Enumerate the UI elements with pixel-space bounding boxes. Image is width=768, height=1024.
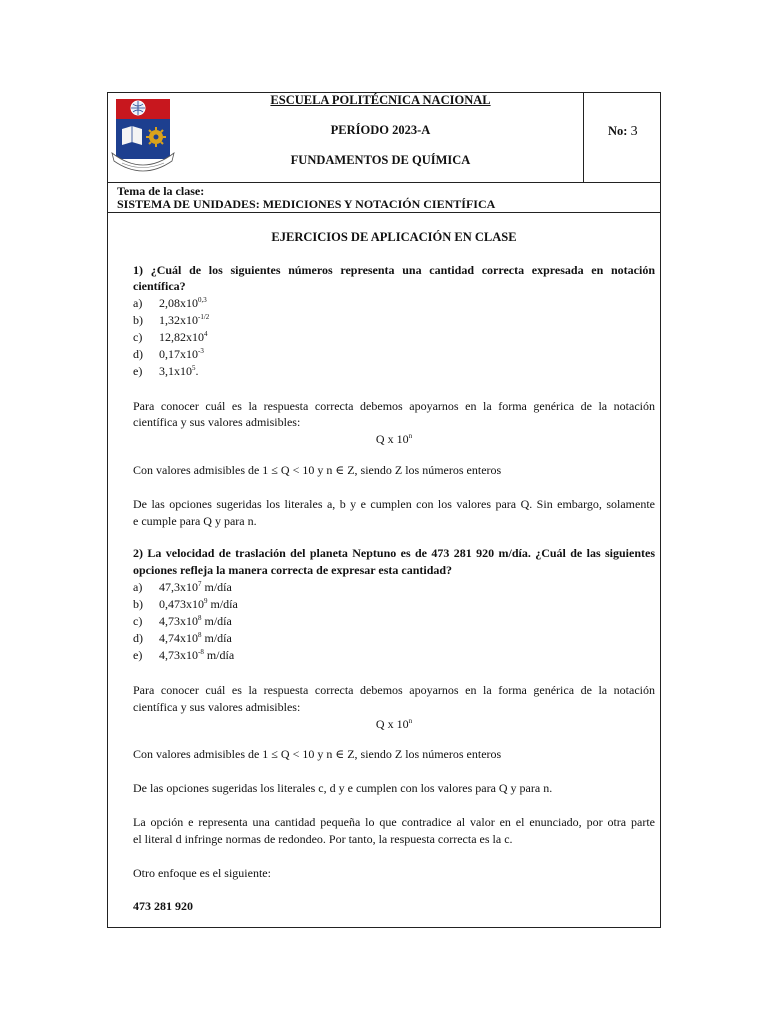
- q2-formula: Q x 10$^n$: [375, 717, 413, 731]
- q1-option-b: b) $1,32x10^{-1/2}$: [133, 313, 210, 327]
- header-title-cell: [178, 93, 583, 182]
- q2-admissible-values: Con valores admisibles de 1 ≤ Q < 10 y n ∈ Z, siendo Z los números enteros: [133, 747, 502, 761]
- q1-option-e: e) $3,1x10^5$.: [133, 364, 199, 378]
- topic-row: [108, 183, 660, 213]
- topic-title: SISTEMA DE UNIDADES: MEDICIONES Y NOTACIÓN CIENTÍFICA: [117, 197, 496, 211]
- document-page: [107, 92, 661, 928]
- q2-prompt-line-1: 2) La velocidad de traslación del planeta Neptuno es de 473 281 920 m/día. ¿Cuál de las siguientes: [133, 546, 655, 560]
- q1-formula: Q x 10$^n$: [375, 432, 413, 446]
- q1-explanation-line-1: Para conocer cuál es la respuesta correcta debemos apoyarnos en la forma genérica de la notación: [133, 399, 655, 413]
- header-table: [108, 93, 660, 183]
- topic-label: Tema de la clase:: [117, 184, 205, 198]
- q2-option-c: c) $4,73x10^8$ m/día: [133, 614, 232, 628]
- q1-option-d: d) $0,17x10^{-3}$: [133, 347, 204, 361]
- q1-option-c: c) $12,82x10^4$: [133, 330, 208, 344]
- section-title: EJERCICIOS DE APLICACIÓN EN CLASE: [271, 230, 517, 244]
- institution-name: ESCUELA POLITÉCNICA NACIONAL: [270, 93, 491, 107]
- course-name: FUNDAMENTOS DE QUÍMICA: [290, 153, 471, 167]
- q2-option-d: d) $4,74x10^8$ m/día: [133, 631, 232, 645]
- q1-conclusion-line-1: De las opciones sugeridas los literales a, b y e cumplen con los valores para Q. Sin embargo, solamente: [133, 497, 655, 511]
- q2-other-approach: Otro enfoque es el siguiente:: [133, 866, 271, 880]
- q1-admissible-values: Con valores admisibles de 1 ≤ Q < 10 y n ∈ Z, siendo Z los números enteros: [133, 463, 502, 477]
- q2-explanation-line-2: científica y sus valores admisibles:: [133, 700, 301, 714]
- logo-cell: [108, 93, 178, 182]
- q2-explanation-line-1: Para conocer cuál es la respuesta correcta debemos apoyarnos en la forma genérica de la notación: [133, 683, 655, 697]
- q1-prompt-line-2: científica?: [133, 279, 186, 293]
- number-field: [608, 124, 638, 140]
- epn-logo-icon: [108, 93, 178, 182]
- q2-option-b: b) $0,473x10^9$ m/día: [133, 597, 238, 611]
- q2-final-line-2: el literal d infringe normas de redondeo. Por tanto, la respuesta correcta es la c.: [133, 832, 513, 846]
- q2-final-line-1: La opción e representa una cantidad pequeña lo que contradice al valor en el enunciado, por otra parte: [133, 815, 655, 829]
- number-label: No:: [608, 124, 628, 138]
- q2-prompt-line-2: opciones refleja la manera correcta de expresar esta cantidad?: [133, 563, 453, 577]
- q2-number: 473 281 920: [133, 899, 193, 913]
- q1-option-a: a) 2,08x10$^{0,3}$: [133, 296, 207, 310]
- q2-conclusion: De las opciones sugeridas los literales c, d y e cumplen con los valores para Q y para n.: [133, 781, 553, 795]
- number-value: 3: [630, 124, 638, 139]
- q1-conclusion-line-2: e cumple para Q y para n.: [133, 514, 257, 528]
- number-cell: [583, 93, 661, 182]
- q1-explanation-line-2: científica y sus valores admisibles:: [133, 415, 301, 429]
- period: PERÍODO 2023-A: [330, 123, 431, 137]
- q2-option-e: e) $4,73x10^{-8}$ m/día: [133, 648, 235, 662]
- q1-prompt-line-1: 1) ¿Cuál de los siguientes números representa una cantidad correcta expresada en notación: [133, 263, 655, 277]
- q2-option-a: a) $47,3x10^7$ m/día: [133, 580, 232, 594]
